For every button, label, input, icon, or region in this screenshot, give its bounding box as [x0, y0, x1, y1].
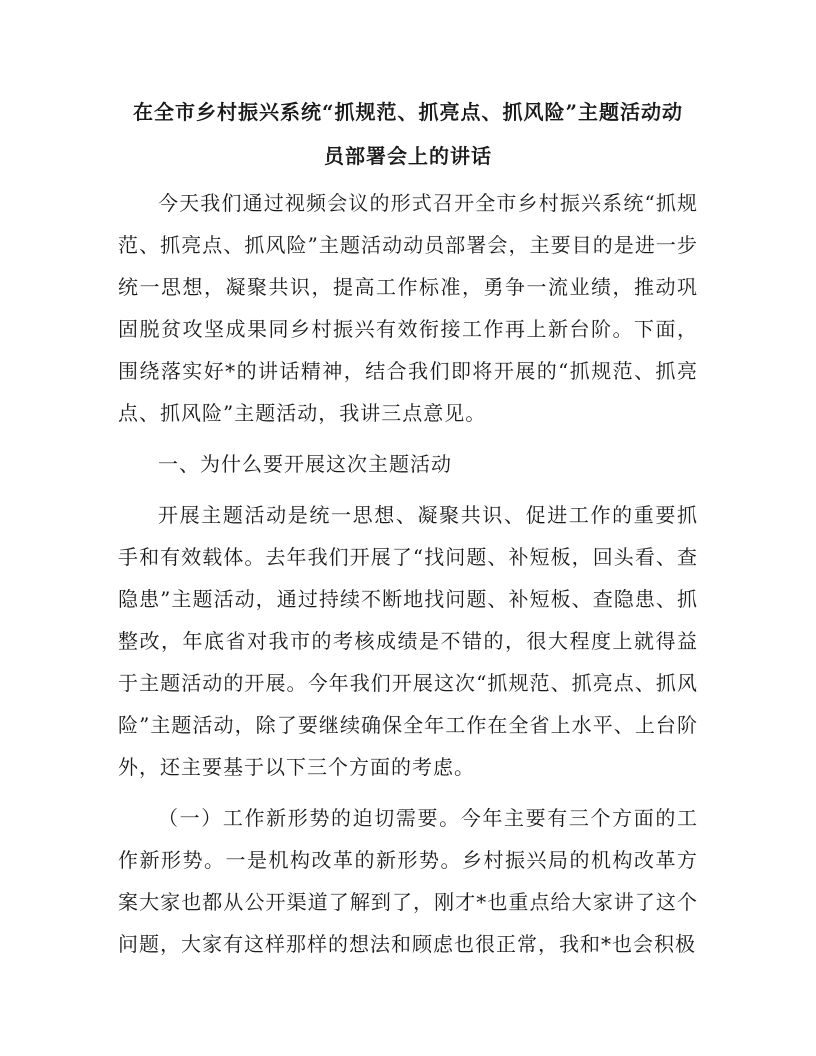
document-page	[118, 90, 698, 965]
paragraph-subsection-1: （一）工作新形势的迫切需要。今年主要有三个方面的工作新形势。一是机构改革的新形势。乡村振兴局的机构改革方案大家也都从公开渠道了解到了，刚才*也重点给大家讲了这个问题，大家有这样那样的想法和顾虑也很正常，我和*也会积极	[118, 806, 698, 956]
title-line-2: 员部署会上的讲话	[324, 144, 492, 168]
paragraph-intro: 今天我们通过视频会议的形式召开全市乡村振兴系统“抓规范、抓亮点、抓风险”主题活动动员部署会，主要目的是进一步统一思想，凝聚共识，提高工作标准，勇争一流业绩，推动巩固脱贫攻坚成果同乡村振兴有效衔接工作再上新台阶。下面，围绕落实好*的讲话精神，结合我们即将开展的“抓规范、抓亮点、抓风险”主题活动，我讲三点意见。	[118, 191, 698, 425]
paragraph-section-1-body: 开展主题活动是统一思想、凝聚共识、促进工作的重要抓手和有效载体。去年我们开展了“找问题、补短板，回头看、查隐患”主题活动，通过持续不断地找问题、补短板、查隐患、抓整改，年底省对我市的考核成绩是不错的，很大程度上就得益于主题活动的开展。今年我们开展这次“抓规范、抓亮点、抓风险”主题活动，除了要继续确保全年工作在全省上水平、上台阶外，还主要基于以下三个方面的考虑。	[118, 503, 698, 779]
title-line-1: 在全市乡村振兴系统“抓规范、抓亮点、抓风险”主题活动动	[132, 100, 683, 124]
document-title	[118, 90, 698, 178]
section-heading-1: 一、为什么要开展这次主题活动	[158, 452, 452, 476]
